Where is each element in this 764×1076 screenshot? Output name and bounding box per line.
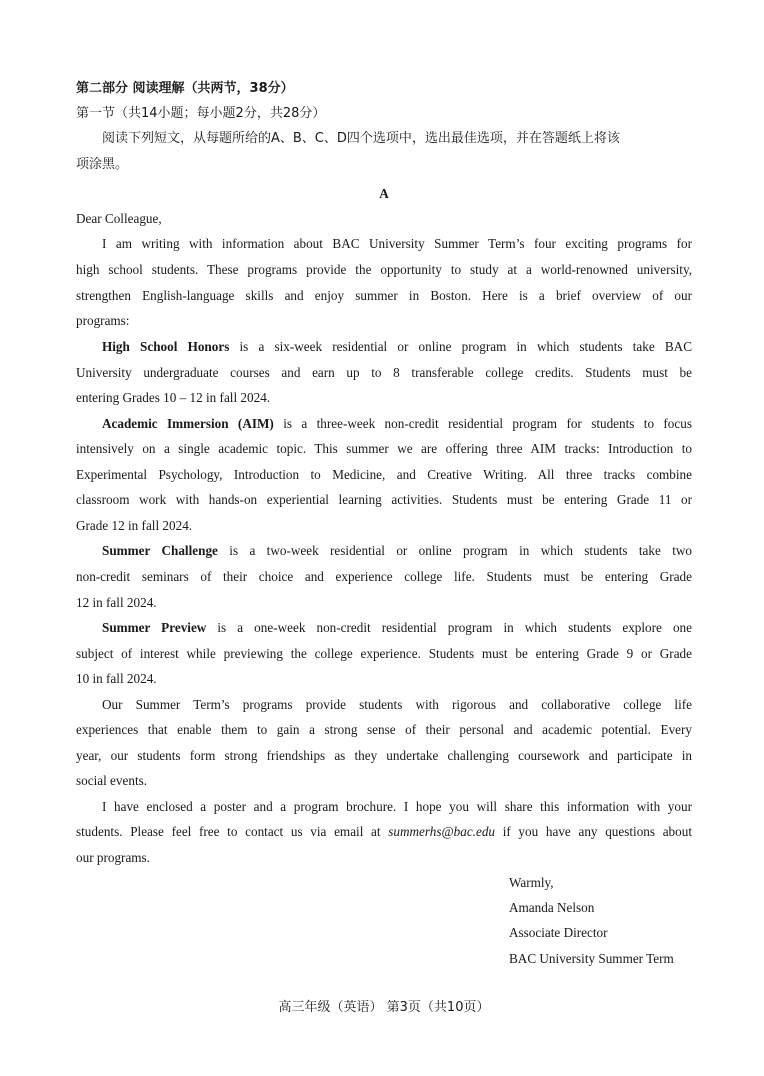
page-footer: 高三年级（英语） 第3页（共10页） bbox=[278, 1000, 490, 1015]
section-title: 第一节（共14小题；每小题2分，共28分） bbox=[76, 106, 326, 121]
program-challenge-line-1: Summer Challenge is a two-week residential or online program in which students take two bbox=[102, 543, 693, 558]
closing-line-3: year, our students form strong friendships as they undertake challenging coursework and participate in bbox=[76, 748, 692, 763]
salutation: Dear Colleague, bbox=[76, 211, 162, 226]
program-aim-line-1: Academic Immersion (AIM) is a three-week non-credit residential program for students to focus bbox=[102, 416, 692, 431]
signature-valediction: Warmly, bbox=[509, 875, 554, 890]
closing-line-2: experiences that enable them to gain a strong sense of their personal and academic potential. Every bbox=[76, 722, 692, 737]
instruction-line-1: 阅读下列短文，从每题所给的A、B、C、D四个选项中，选出最佳选项，并在答题纸上将该 bbox=[102, 131, 620, 146]
program-aim-line-3: Experimental Psychology, Introduction to Medicine, and Creative Writing. All three tracks combine bbox=[76, 467, 692, 482]
contact-line-3: our programs. bbox=[76, 850, 150, 865]
program-name-preview: Summer Preview bbox=[102, 620, 207, 635]
closing-line-4: social events. bbox=[76, 773, 148, 788]
contact-line-2: students. Please feel free to contact us via email at summerhs@bac.edu if you have any questions about bbox=[76, 824, 692, 839]
contact-email-link[interactable]: summerhs@bac.edu bbox=[388, 824, 496, 839]
closing-line-1: Our Summer Term’s programs provide students with rigorous and collaborative college life bbox=[102, 697, 692, 712]
part-title: 第二部分 阅读理解（共两节，38分） bbox=[76, 81, 294, 96]
intro-line-4: programs: bbox=[76, 313, 130, 328]
instruction-line-2: 项涂黑。 bbox=[76, 157, 129, 172]
program-name-honors: High School Honors bbox=[102, 339, 230, 354]
intro-line-3: strengthen English-language skills and enjoy summer in Boston. Here is a brief overview of our bbox=[76, 288, 692, 303]
program-preview-line-1: Summer Preview is a one-week non-credit residential program in which students explore one bbox=[102, 620, 692, 635]
signature-name: Amanda Nelson bbox=[509, 900, 595, 915]
program-challenge-line-3: 12 in fall 2024. bbox=[76, 595, 157, 610]
program-name-challenge: Summer Challenge bbox=[102, 543, 218, 558]
signature-org: BAC University Summer Term bbox=[509, 951, 674, 966]
program-honors-line-2: University undergraduate courses and earn up to 8 transferable college credits. Students must be bbox=[76, 365, 692, 380]
program-aim-line-2: intensively on a single academic topic. This summer we are offering three AIM tracks: Introduction to bbox=[76, 441, 692, 456]
program-challenge-line-2: non-credit seminars of their choice and experience college life. Students must be entering Grade bbox=[76, 569, 692, 584]
program-preview-line-2: subject of interest while previewing the college experience. Students must be entering Grade 9 or Grade bbox=[76, 646, 692, 661]
program-aim-line-4: classroom work with hands-on experiential learning activities. Students must be entering Grade 11 or bbox=[76, 492, 692, 507]
contact-line-1: I have enclosed a poster and a program brochure. I hope you will share this information with your bbox=[102, 799, 692, 814]
program-name-aim: Academic Immersion (AIM) bbox=[102, 416, 274, 431]
signature-title: Associate Director bbox=[509, 925, 608, 940]
program-honors-line-3: entering Grades 10 – 12 in fall 2024. bbox=[76, 390, 271, 405]
intro-line-1: I am writing with information about BAC University Summer Term’s four exciting programs for bbox=[102, 236, 692, 251]
program-aim-line-5: Grade 12 in fall 2024. bbox=[76, 518, 193, 533]
program-preview-line-3: 10 in fall 2024. bbox=[76, 671, 157, 686]
passage-label: A bbox=[379, 186, 389, 201]
program-honors-line-1: High School Honors is a six-week residential or online program in which students take BAC bbox=[102, 339, 692, 354]
intro-line-2: high school students. These programs provide the opportunity to study at a world-renowned university, bbox=[76, 262, 692, 277]
